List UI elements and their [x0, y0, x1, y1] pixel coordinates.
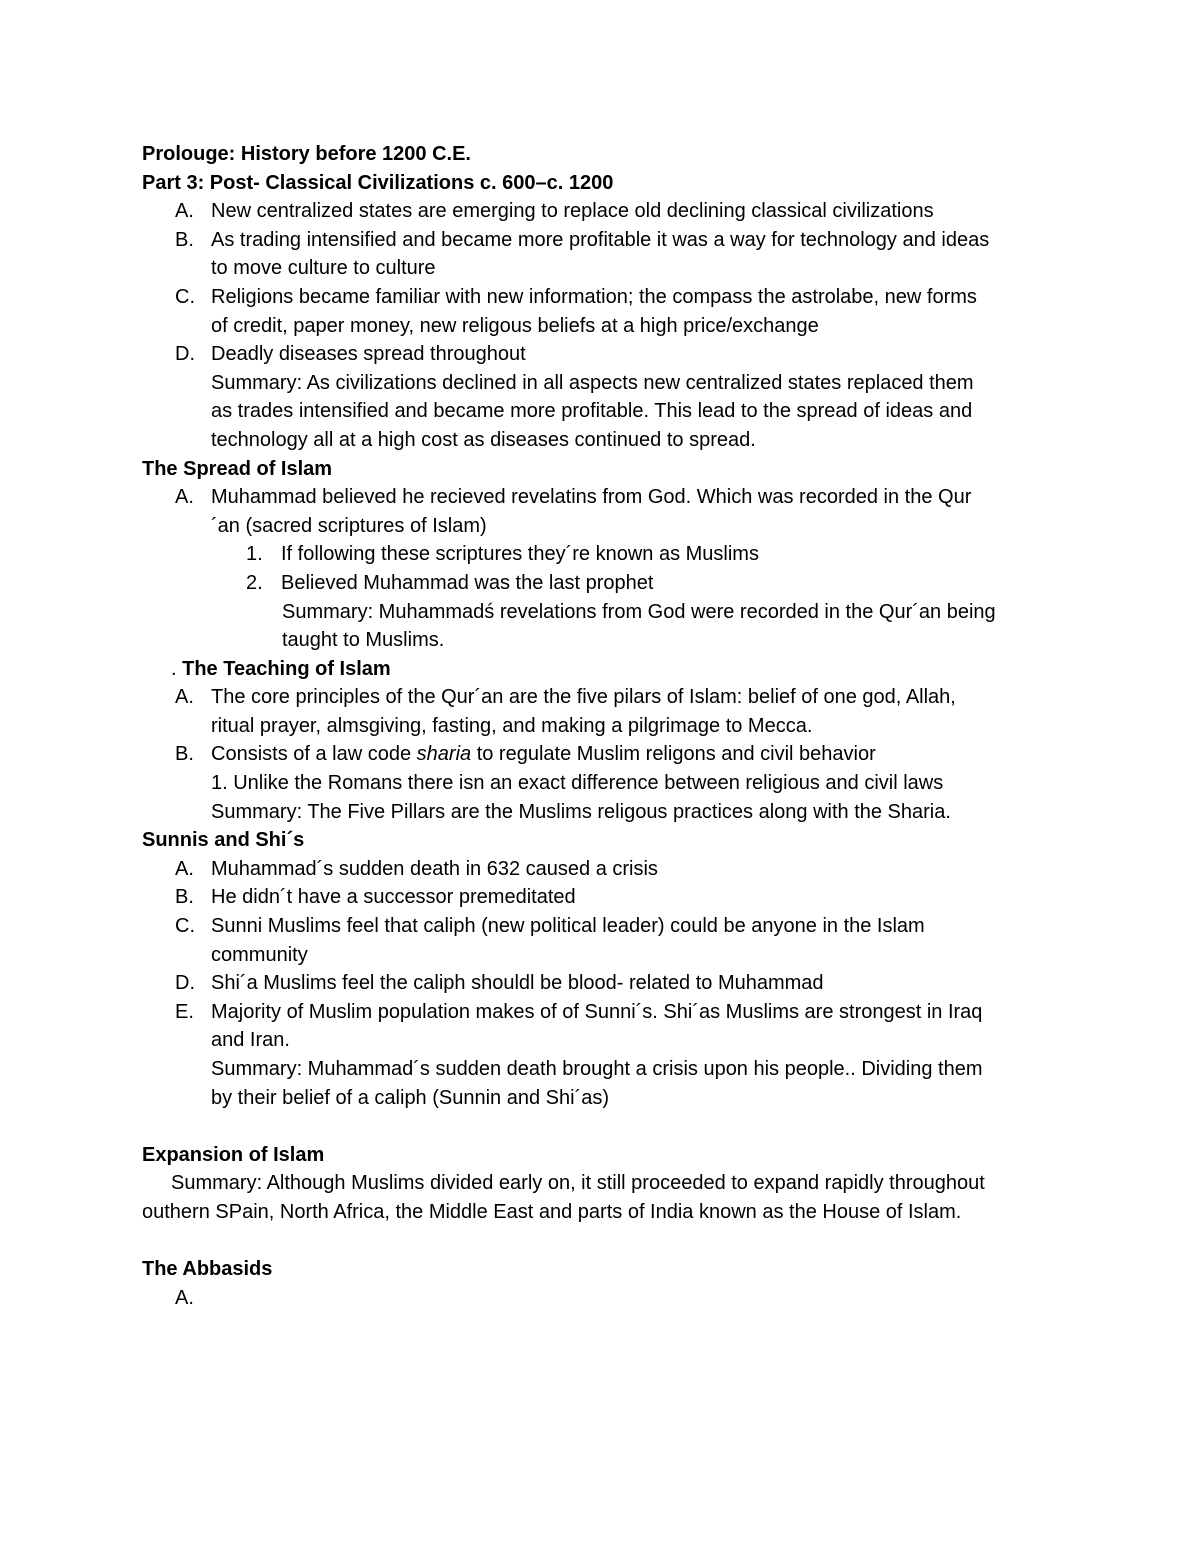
list-text: The core principles of the Qur´an are the five pilars of Islam: belief of one god, Allah, — [211, 686, 956, 709]
list-text: Believed Muhammad was the last prophet — [281, 571, 654, 594]
list-text: Majority of Muslim population makes of of Sunni´s. Shi´as Muslims are strongest in Iraq — [211, 1000, 983, 1023]
list-text: He didn´t have a successor premeditated — [211, 886, 576, 909]
list-item — [142, 740, 1062, 769]
sub-item: 1. Unlike the Romans there isn an exact difference between religious and civil laws — [211, 772, 944, 795]
list-marker: A. — [175, 857, 194, 880]
list-text-part: Consists of a law code — [211, 743, 417, 766]
list-text-continuation: community — [211, 943, 308, 966]
list-item — [142, 912, 1062, 941]
list-text-continuation: ritual prayer, almsgiving, fasting, and making a pilgrimage to Mecca. — [211, 714, 813, 737]
list-item — [142, 197, 1062, 226]
list-text-continuation: and Iran. — [211, 1029, 290, 1052]
list-item — [142, 998, 1062, 1027]
part-heading: Part 3: Post- Classical Civilizations c. 600–c. 1200 — [142, 171, 614, 194]
section-heading-abbasids: The Abbasids — [142, 1258, 273, 1281]
section-heading-expansion: Expansion of Islam — [142, 1143, 325, 1166]
list-marker: 2. — [246, 571, 263, 594]
list-marker: A. — [175, 686, 194, 709]
list-text: If following these scriptures they´re known as Muslims — [281, 543, 759, 566]
list-marker: C. — [175, 915, 195, 938]
list-marker: D. — [175, 343, 195, 366]
summary-text: Summary: The Five Pillars are the Muslims religous practices along with the Sharia. — [211, 800, 951, 823]
list-text-part: to regulate Muslim religons and civil behavior — [471, 743, 876, 766]
list-text: As trading intensified and became more profitable it was a way for technology and ideas — [211, 228, 990, 251]
list-item — [142, 283, 1062, 312]
list-text-continuation: of credit, paper money, new religous beliefs at a high price/exchange — [211, 314, 819, 337]
list-marker: B. — [175, 886, 194, 909]
summary-text: as trades intensified and became more profitable. This lead to the spread of ideas and — [211, 400, 973, 423]
list-marker: A. — [175, 1286, 194, 1309]
blank-line — [142, 1227, 1062, 1256]
list-item — [142, 483, 1062, 512]
summary-text: by their belief of a caliph (Sunnin and Shi´as) — [211, 1086, 610, 1109]
list-text: Sunni Muslims feel that caliph (new political leader) could be anyone in the Islam — [211, 915, 925, 938]
list-item — [142, 226, 1062, 255]
blank-line — [142, 1112, 1062, 1141]
list-item — [142, 683, 1062, 712]
list-item — [142, 1284, 1062, 1313]
summary-text: technology all at a high cost as diseases continued to spread. — [211, 428, 756, 451]
section-heading-spread: The Spread of Islam — [142, 457, 333, 480]
list-text-continuation: ´an (sacred scriptures of Islam) — [211, 514, 487, 537]
list-text: Religions became familiar with new information; the compass the astrolabe, new forms — [211, 285, 977, 308]
summary-text: taught to Muslims. — [282, 629, 445, 652]
summary-text: Summary: As civilizations declined in all aspects new centralized states replaced them — [211, 371, 974, 394]
list-item — [142, 969, 1062, 998]
heading-prefix: . — [171, 657, 177, 680]
list-marker: 1. — [246, 543, 263, 566]
list-text: Deadly diseases spread throughout — [211, 343, 526, 366]
list-item — [142, 340, 1062, 369]
section-heading-teaching — [142, 655, 1062, 684]
list-text: Shi´a Muslims feel the caliph shouldl be blood- related to Muhammad — [211, 972, 824, 995]
sharia-term: sharia — [416, 743, 472, 766]
list-marker: A. — [175, 486, 194, 509]
heading-text: The Teaching of Islam — [182, 657, 391, 680]
list-marker: B. — [175, 743, 194, 766]
summary-text: Summary: Muhammad´s sudden death brought a crisis upon his people.. Dividing them — [211, 1058, 983, 1080]
list-item — [142, 883, 1062, 912]
list-marker: C. — [175, 285, 195, 308]
list-marker: A. — [175, 200, 194, 223]
summary-text: Summary: Muhammadś revelations from God were recorded in the Qur´an being — [282, 600, 996, 623]
summary-text: outhern SPain, North Africa, the Middle East and parts of India known as the House of Islam. — [142, 1200, 962, 1223]
list-item — [142, 540, 1062, 569]
document-title: Prolouge: History before 1200 C.E. — [142, 143, 471, 165]
list-text: Muhammad believed he recieved revelatins from God. Which was recorded in the Qur — [211, 486, 972, 509]
list-marker: E. — [175, 1000, 194, 1023]
list-text: Muhammad´s sudden death in 632 caused a crisis — [211, 857, 658, 880]
list-text-continuation: to move culture to culture — [211, 257, 436, 280]
list-marker: D. — [175, 972, 195, 995]
list-text: New centralized states are emerging to replace old declining classical civilizations — [211, 200, 934, 223]
list-marker: B. — [175, 228, 194, 251]
document-body — [142, 140, 1062, 1312]
section-heading-sunnis: Sunnis and Shi´s — [142, 829, 305, 852]
list-text — [211, 740, 876, 769]
list-item — [142, 569, 1062, 598]
summary-text: Summary: Although Muslims divided early on, it still proceeded to expand rapidly throughout — [171, 1172, 985, 1195]
list-item — [142, 855, 1062, 884]
